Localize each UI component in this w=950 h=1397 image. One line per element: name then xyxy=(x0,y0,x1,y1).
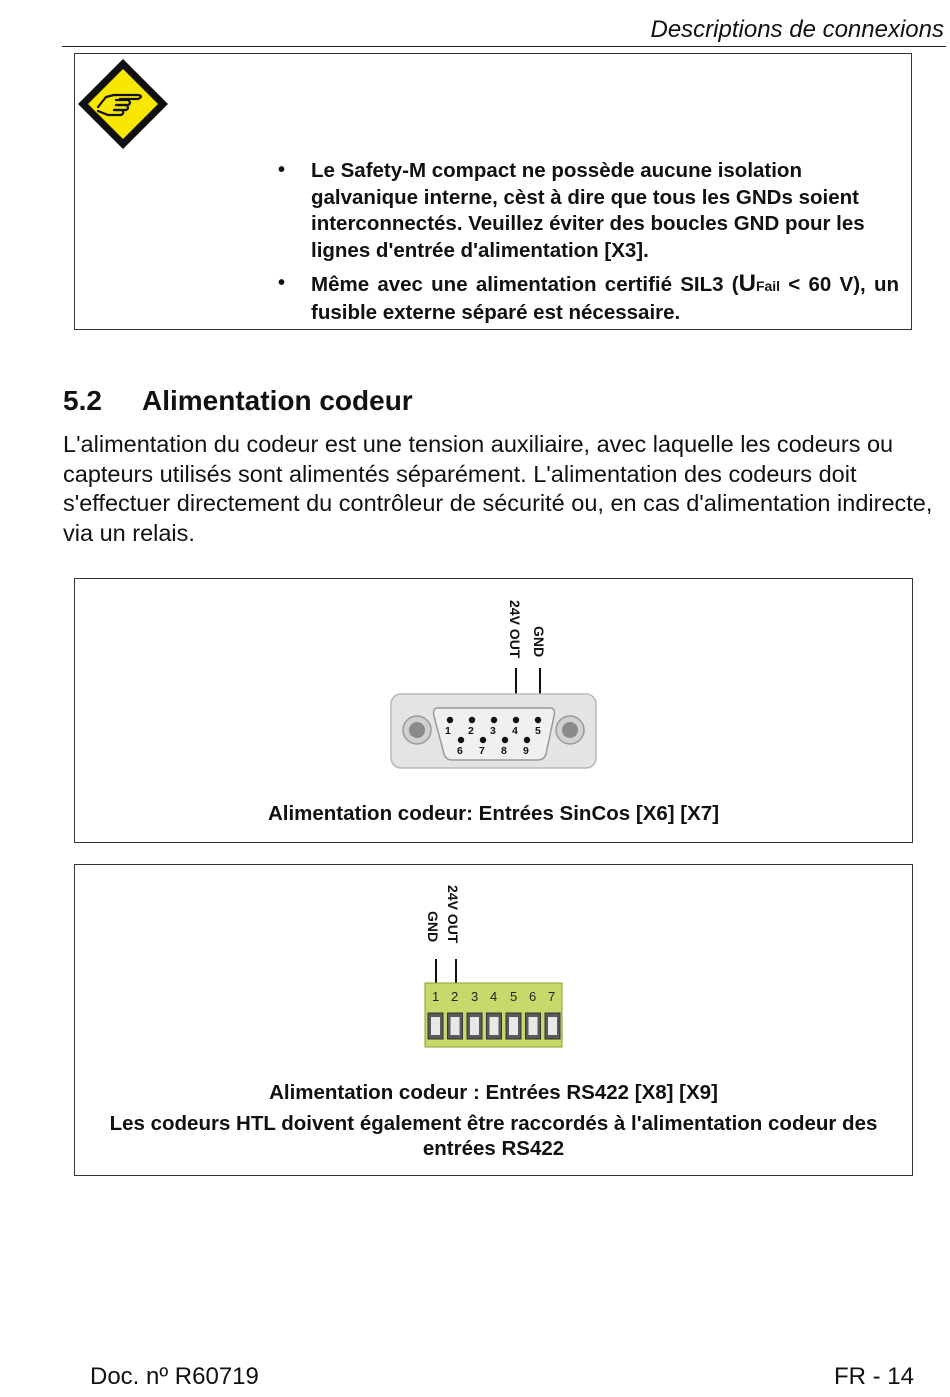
terminal-number: 7 xyxy=(548,989,556,1004)
footer-page-number: FR - 14 xyxy=(833,1363,914,1390)
pin-label: 4 xyxy=(512,725,518,737)
terminal-slot-insert xyxy=(509,1017,518,1035)
pin-label: 9 xyxy=(523,745,529,757)
bullet-2-prefix: Même avec une alimentation certifié SIL3 ( xyxy=(311,273,739,296)
screw-head-right xyxy=(562,722,578,738)
page-header-title: Descriptions de connexions xyxy=(650,16,944,43)
pointing-hand-warning-icon xyxy=(76,57,170,151)
pin-label: 5 xyxy=(535,725,541,737)
terminal-slot-insert xyxy=(470,1017,479,1035)
pin-label: 6 xyxy=(457,745,463,757)
db9-connector-diagram xyxy=(386,596,601,774)
header-rule xyxy=(62,46,946,47)
screw-head-left xyxy=(409,722,425,738)
terminal-number: 5 xyxy=(510,989,518,1004)
terminal-slots xyxy=(428,1013,560,1039)
terminal-number: 2 xyxy=(451,989,459,1004)
pin-label: 3 xyxy=(490,725,496,737)
pin-label: 1 xyxy=(445,725,451,737)
label-gnd: GND xyxy=(531,626,547,658)
voltage-symbol: U xyxy=(738,270,756,297)
bullet-2-suffix: < 60 V), un fusible externe séparé est nécessaire. xyxy=(311,273,899,324)
label-24v-out: 24V OUT xyxy=(507,600,523,659)
terminal-number: 1 xyxy=(432,989,440,1004)
figure-2-note: Les codeurs HTL doivent également être raccordés à l'alimentation codeur des entrées RS422 xyxy=(109,1112,878,1160)
terminal-block-diagram xyxy=(420,881,566,1051)
section-title: Alimentation codeur xyxy=(142,385,413,416)
terminal-number: 3 xyxy=(471,989,479,1004)
terminal-slot-insert xyxy=(431,1017,440,1035)
figure-2-caption: Alimentation codeur : Entrées RS422 [X8] [X9] xyxy=(269,1081,718,1104)
notice-bullet-2 xyxy=(311,271,899,326)
pin-label: 8 xyxy=(501,745,507,757)
terminal-slot-insert xyxy=(548,1017,557,1035)
section-heading xyxy=(63,385,413,417)
notice-bullet-1: Le Safety-M compact ne possède aucune isolation galvanique interne, cèst à dire que tous les GNDs soient interconnectés. Veuillez éviter des boucles GND pour les lignes d'entrée d'alimentation [X3]. xyxy=(311,159,865,262)
bullet-marker: • xyxy=(278,272,286,294)
label-gnd: GND xyxy=(425,911,441,943)
voltage-subscript: Fail xyxy=(755,278,781,294)
figure-1-caption: Alimentation codeur: Entrées SinCos [X6] [X7] xyxy=(267,802,720,825)
label-24v-out: 24V OUT xyxy=(445,885,461,944)
terminal-slot-insert xyxy=(490,1017,499,1035)
pin-label: 2 xyxy=(468,725,474,737)
terminal-slot-insert xyxy=(451,1017,460,1035)
pin-label: 7 xyxy=(479,745,485,757)
section-number: 5.2 xyxy=(63,385,102,416)
bullet-marker: • xyxy=(278,159,286,181)
footer-doc-number: Doc. nº R60719 xyxy=(90,1363,259,1390)
section-paragraph: L'alimentation du codeur est une tension auxiliaire, avec laquelle les codeurs ou capteurs utilisés sont alimentés séparément. L'alimentation des codeurs doit s'effectuer directement du contrôleur de sécurité ou, en cas d'alimentation indirecte, via un relais. xyxy=(63,431,933,546)
terminal-number: 4 xyxy=(490,989,498,1004)
terminal-number: 6 xyxy=(529,989,537,1004)
terminal-slot-insert xyxy=(529,1017,538,1035)
